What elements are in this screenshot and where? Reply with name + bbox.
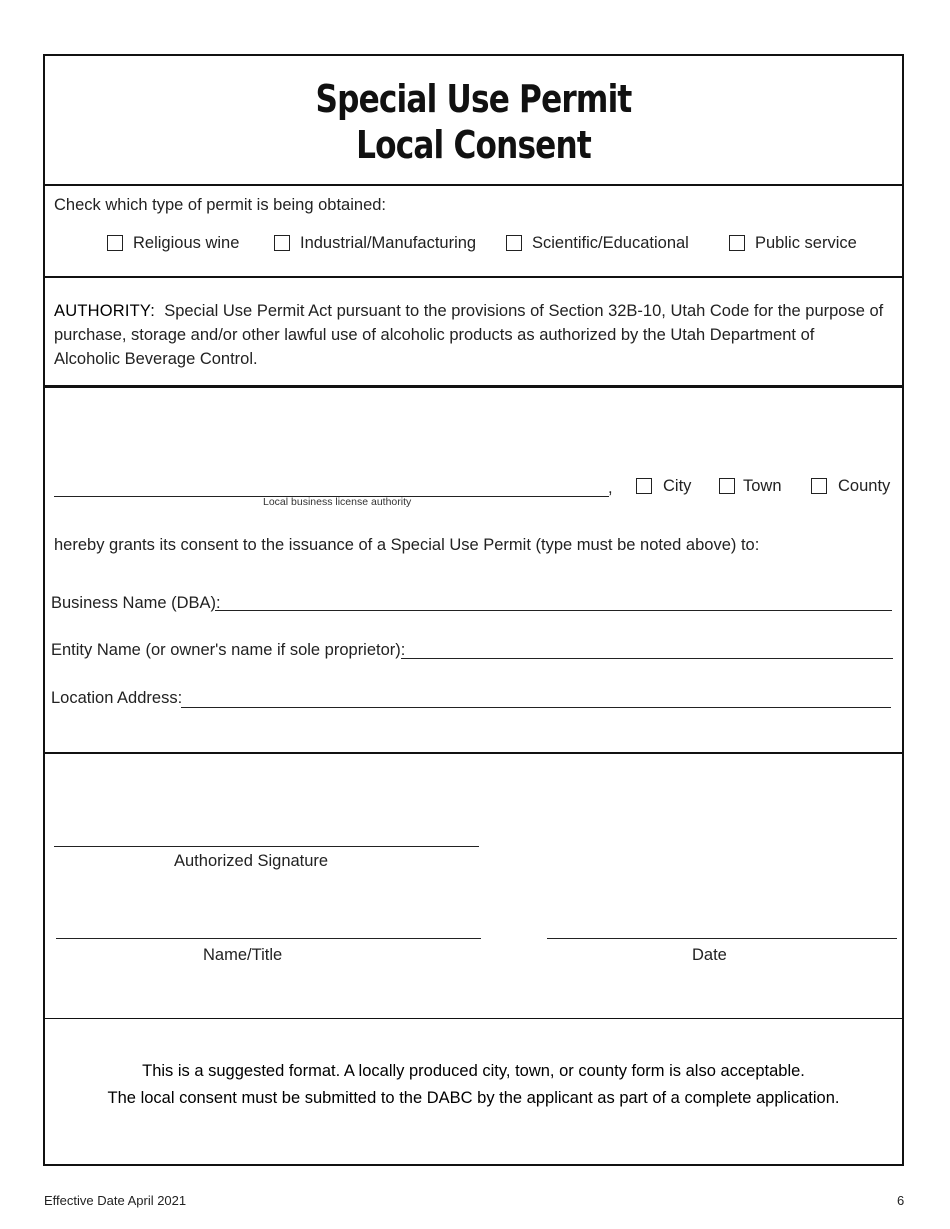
checkbox-scientific-educational[interactable] bbox=[506, 235, 522, 251]
title-line-1: Special Use Permit bbox=[315, 77, 632, 121]
page-number: 6 bbox=[897, 1193, 905, 1208]
note-line-2: The local consent must be submitted to the DABC by the applicant as part of a complete application. bbox=[107, 1089, 840, 1107]
form-title bbox=[122, 76, 825, 168]
title-line-2: Local Consent bbox=[356, 123, 591, 167]
divider-signatures bbox=[45, 1018, 902, 1019]
grant-text: hereby grants its consent to the issuance of a Special Use Permit (type must be noted above) to: bbox=[54, 536, 760, 554]
divider-consent bbox=[45, 752, 902, 754]
checkbox-town[interactable] bbox=[719, 478, 735, 494]
date-line[interactable] bbox=[547, 938, 897, 939]
entity-name-label: Entity Name (or owner's name if sole proprietor): bbox=[51, 641, 406, 659]
authority-paragraph bbox=[54, 299, 884, 371]
business-name-label: Business Name (DBA): bbox=[51, 594, 221, 612]
checkbox-city[interactable] bbox=[636, 478, 652, 494]
checkbox-religious-wine[interactable] bbox=[107, 235, 123, 251]
entity-name-line[interactable] bbox=[401, 658, 893, 659]
authorized-signature-line[interactable] bbox=[54, 846, 479, 847]
checkbox-county[interactable] bbox=[811, 478, 827, 494]
name-title-line[interactable] bbox=[56, 938, 481, 939]
label-city: City bbox=[663, 477, 692, 495]
business-name-line[interactable] bbox=[215, 610, 892, 611]
location-address-line[interactable] bbox=[181, 707, 891, 708]
checkbox-industrial-manufacturing[interactable] bbox=[274, 235, 290, 251]
label-scientific-educational: Scientific/Educational bbox=[532, 234, 689, 252]
permit-type-prompt: Check which type of permit is being obtained: bbox=[54, 196, 387, 214]
checkbox-public-service[interactable] bbox=[729, 235, 745, 251]
label-industrial-manufacturing: Industrial/Manufacturing bbox=[300, 234, 477, 252]
authority-label: AUTHORITY: bbox=[54, 302, 156, 320]
form-frame bbox=[43, 54, 904, 1166]
location-address-label: Location Address: bbox=[51, 689, 183, 707]
divider-title bbox=[45, 184, 902, 186]
comma: , bbox=[608, 479, 613, 497]
suggested-format-note bbox=[45, 1058, 902, 1112]
divider-permit-type bbox=[45, 276, 902, 278]
label-town: Town bbox=[743, 477, 782, 495]
authorized-signature-label: Authorized Signature bbox=[174, 852, 329, 870]
note-line-1: This is a suggested format. A locally produced city, town, or county form is also acceptable. bbox=[142, 1062, 805, 1080]
date-label: Date bbox=[692, 946, 727, 964]
label-public-service: Public service bbox=[755, 234, 857, 252]
label-religious-wine: Religious wine bbox=[133, 234, 240, 252]
effective-date: Effective Date April 2021 bbox=[44, 1193, 187, 1208]
divider-authority bbox=[45, 385, 902, 388]
label-county: County bbox=[838, 477, 891, 495]
authority-caption: Local business license authority bbox=[263, 496, 412, 508]
authority-text: Special Use Permit Act pursuant to the provisions of Section 32B-10, Utah Code for the purpose of purchase, storage and/or other lawful use of alcoholic products as authorized by the Utah Department of Alcoholic Beverage Control. bbox=[54, 302, 884, 368]
name-title-label: Name/Title bbox=[203, 946, 283, 964]
